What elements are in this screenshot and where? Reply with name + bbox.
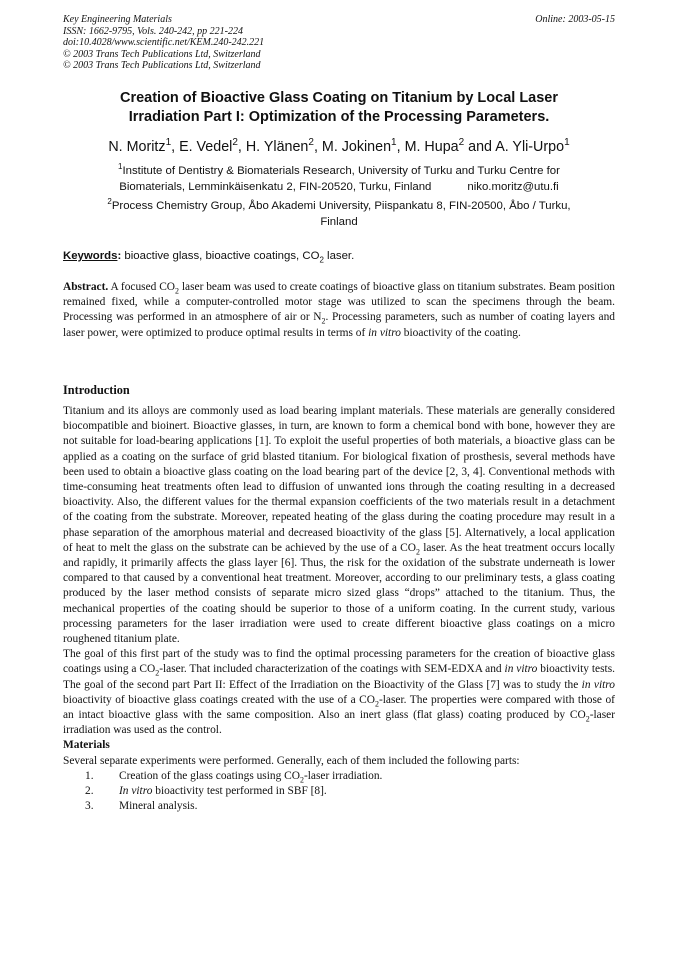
abstract-label: Abstract. <box>63 281 109 293</box>
author: M. Jokinen$^1$, <box>321 137 405 155</box>
author-email: niko.moritz@utu.fi <box>467 181 559 193</box>
abstract: Abstract. A focused $CO_2$ laser beam was used to create coatings of bioactive glass on titanium substrates. Beam position remained fixed, while a computer-controlled motor stage was utilized to scan the specimens through the beam. Processing was performed in an atmosphere of air or $N_2$. Processing parameters, such as number of coating layers and laser power, were optimized to produce optimal results in terms of in vitro bioactivity of the coating. <box>63 281 616 339</box>
affiliation-1: $^1$Institute of Dentistry & Biomaterials Research, University of Turku and Turku Centre for Biomaterials, Lemminkäisenkatu 2, FIN-20520, Turku, Finland niko.moritz@utu.fi <box>118 162 560 193</box>
procedure-list <box>63 769 615 815</box>
journal-name: Key Engineering Materials <box>63 14 172 25</box>
author: H. Ylänen$^2$, <box>245 137 322 155</box>
author: N. Moritz$^1$, <box>108 137 180 155</box>
online-date: Online: 2003-05-15 <box>535 14 615 25</box>
running-header <box>63 14 615 72</box>
list-item: 1. Creation of the glass coatings using $CO_2$-laser irradiation. <box>85 769 383 785</box>
keywords: Keywords: bioactive glass, bioactive coatings, $CO_2$ laser. <box>63 250 355 265</box>
author: E. Vedel$^2$, <box>179 137 246 155</box>
doi-line: doi:10.4028/www.scientific.net/KEM.240-242.221 <box>63 37 265 49</box>
issn-line: ISSN: 1662-9795, Vols. 240-242, pp 221-224 <box>63 25 243 37</box>
list-item: 2. In vitro bioactivity test performed in SBF [8]. <box>85 785 327 798</box>
title-line-1: Creation of Bioactive Glass Coating on Titanium by Local Laser <box>119 90 559 106</box>
keywords-label: Keywords <box>63 250 118 262</box>
introduction-heading: Introduction <box>63 383 130 397</box>
title-line-2: Irradiation Part I: Optimization of the Processing Parameters. <box>128 109 550 125</box>
copyright-line: © 2003 Trans Tech Publications Ltd, Switzerland <box>63 48 261 60</box>
affiliation-2: $^2$Process Chemistry Group, Åbo Akademi University, Piispankatu 8, FIN-20500, Åbo / Turku, Finland <box>107 197 571 228</box>
paper-title <box>63 89 615 127</box>
materials-paragraph: Several separate experiments were performed. Generally, each of them included the following parts: <box>63 754 520 767</box>
author-list <box>40 138 638 156</box>
author: M. Hupa$^2$ and <box>404 137 496 155</box>
introduction-body <box>63 404 615 814</box>
list-item: 3. Mineral analysis. <box>85 800 198 813</box>
author: A. Yli-Urpo$^1$ <box>495 137 570 155</box>
materials-heading: Materials <box>63 739 110 752</box>
intro-paragraph-2: The goal of this first part of the study was to find the optimal processing parameters for the creation of bioactive glass coatings using a $CO_2$-laser. That included characterization of the coatings with SEM-EDXA and in vitro bioactivity tests. The goal of the second part Part II: Effect of the Irradiation on the Bioactivity of the Glass [7] was to study the in vitro bioactivity of bioactive glass coatings created with the use of a $CO_2$-laser. The properties were compared with those of an intact bioactive glass with the same composition. Also an inert glass (flat glass) coating produced by $CO_2$-laser irradiation was used as the control. <box>63 648 615 737</box>
intro-paragraph-1: Titanium and its alloys are commonly used as load bearing implant materials. These materials are generally considered biocompatible and bioinert. Bioactive glasses, in turn, are known to form a chemical bond with bone, however they are not suitable for load-bearing applications [1]. To exploit the useful properties of both materials, a bioactive glass can be applied as a coating on the surface of grid blasted titanium. For biological fixation of prosthesis, several methods have been used to obtain a bioactive glass coating on the load bearing part of the device [2, 3, 4]. Conventional methods with time-consuming heat treatments often lead to diffusion of unwanted ions through the coating resulting in a decreased bioactivity. Also, the different values for the thermal expansion coefficients of the two materials result in a detachment of the coating from the substrate. Moreover, repeated heating of the glass during the coating procedure may result in a phase separation of the amorphous material and decreased bioactivity of the glass [5]. Alternatively, a local application of heat to melt the glass on the substrate can be achieved by the use of a $CO_2$ laser. As the heat treatment occurs locally and rapidly, it primarily affects the glass layer [6]. Thus, the risk for the oxidation of the substrate underneath is lower compared to that caused by a conventional heat treatment. Moreover, according to our preliminary tests, a glass coating produced by the laser method consists of separate micro sized glass “drops” attached to the titanium. Thus, the mechanical properties of the coating should be superior to those of a uniform coating. In the current study, various processing parameters for the laser irradiation were used to create different bioactive glass coatings on a micro roughened titanium plate. <box>63 405 615 646</box>
header-cut-line: © 2003 Trans Tech Publications Ltd, Switzerland <box>63 60 261 72</box>
